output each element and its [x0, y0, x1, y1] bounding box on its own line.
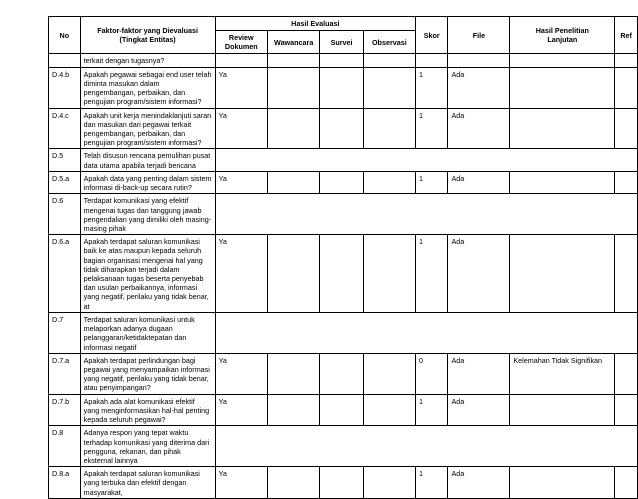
cell-survei	[320, 171, 363, 193]
cell-skor: 1	[416, 171, 448, 193]
table-row	[49, 149, 638, 171]
cell-wawancara	[267, 108, 320, 149]
cell-survei	[320, 108, 363, 149]
cell-faktor: Apakah pegawai sebagai end user telah diminta masukan dalam pengembangan, perbaikan, dan pengujian program/sistem informasi?	[80, 67, 215, 108]
header-survei: Survei	[320, 31, 363, 54]
cell-skor: 0	[416, 353, 448, 394]
table-row	[49, 194, 638, 235]
cell-hasil	[510, 235, 615, 313]
cell-ref	[615, 54, 638, 67]
header-review	[215, 31, 267, 54]
cell-no: D.7.b	[49, 394, 81, 426]
cell-faktor: Adanya respon yang tepat waktu terhadap komunikasi yang diterima dari pengguna, rekanan, dan pihak eksternal lainnya	[80, 426, 215, 467]
cell-review: Ya	[215, 235, 267, 313]
header-skor: Skor	[416, 17, 448, 54]
cell-faktor: terkait dengan tugasnya?	[80, 54, 215, 67]
cell-faktor: Apakah data yang penting dalam sistem informasi di-back-up secara rutin?	[80, 171, 215, 193]
cell-ref	[615, 108, 638, 149]
table-row	[49, 312, 638, 353]
cell-file	[448, 54, 510, 67]
header-review-line1: Review	[228, 33, 254, 42]
cell-file: Ada	[448, 108, 510, 149]
cell-hasil	[510, 108, 615, 149]
cell-hasil	[510, 394, 615, 426]
cell-observasi	[363, 235, 415, 313]
cell-faktor: Apakah terdapat saluran komunikasi yang terbuka dan efektif dengan masyarakat,	[80, 467, 215, 499]
cell-no: D.6.a	[49, 235, 81, 313]
table-row	[49, 54, 638, 67]
cell-wawancara	[267, 54, 320, 67]
header-faktor	[80, 17, 215, 54]
cell-file: Ada	[448, 171, 510, 193]
cell-ref	[615, 353, 638, 394]
cell-skor	[416, 54, 448, 67]
cell-no: D.4.c	[49, 108, 81, 149]
cell-review: Ya	[215, 171, 267, 193]
cell-faktor: Apakah ada alat komunikasi efektif yang menginformasikan hal-hal penting kepada seluruh pegawai?	[80, 394, 215, 426]
cell-file: Ada	[448, 394, 510, 426]
cell-faktor: Apakah terdapat saluran komunikasi baik ke atas maupun kepada seluruh bagian organisasi mengenai hal yang tidak diharapkan terjadi dalam pelaksanaan tugas beserta penyebab dan usulan perbaikannya, informasi yang negatif, perilaku yang tidak benar, at	[80, 235, 215, 313]
cell-review: Ya	[215, 394, 267, 426]
cell-no: D.8	[49, 426, 81, 467]
cell-observasi	[363, 54, 415, 67]
header-observasi: Observasi	[363, 31, 415, 54]
header-no: No	[49, 17, 81, 54]
cell-skor: 1	[416, 235, 448, 313]
cell-no: D.8.a	[49, 467, 81, 499]
cell-observasi	[363, 67, 415, 108]
cell-hasil	[510, 54, 615, 67]
cell-review: Ya	[215, 353, 267, 394]
header-hasil-line2: Lanjutan	[547, 35, 578, 45]
cell-no: D.4.b	[49, 67, 81, 108]
cell-survei	[320, 67, 363, 108]
cell-survei	[320, 467, 363, 499]
table-row	[49, 171, 638, 193]
cell-skor: 1	[416, 67, 448, 108]
header-hasil-evaluasi: Hasil Evaluasi	[215, 17, 415, 31]
cell-file: Ada	[448, 467, 510, 499]
cell-skor: 1	[416, 394, 448, 426]
table-row	[49, 67, 638, 108]
cell-hasil: Kelemahan Tidak Signifikan	[510, 353, 615, 394]
cell-review: Ya	[215, 108, 267, 149]
cell-wawancara	[267, 67, 320, 108]
cell-file: Ada	[448, 67, 510, 108]
cell-review	[215, 54, 267, 67]
cell-review: Ya	[215, 467, 267, 499]
cell-ref	[615, 235, 638, 313]
cell-observasi	[363, 394, 415, 426]
cell-survei	[320, 394, 363, 426]
header-file: File	[448, 17, 510, 54]
cell-no: D.5	[49, 149, 81, 171]
table-row	[49, 353, 638, 394]
cell-section-span	[215, 312, 637, 353]
table-row	[49, 235, 638, 313]
cell-observasi	[363, 171, 415, 193]
cell-ref	[615, 467, 638, 499]
cell-wawancara	[267, 171, 320, 193]
cell-wawancara	[267, 353, 320, 394]
cell-no: D.6	[49, 194, 81, 235]
cell-no: D.7	[49, 312, 81, 353]
cell-section-span	[215, 194, 637, 235]
cell-wawancara	[267, 467, 320, 499]
cell-wawancara	[267, 394, 320, 426]
table-row	[49, 108, 638, 149]
header-faktor-line2: (Tingkat Entitas)	[119, 35, 176, 45]
cell-ref	[615, 394, 638, 426]
cell-ref	[615, 171, 638, 193]
cell-hasil	[510, 467, 615, 499]
cell-hasil	[510, 171, 615, 193]
evaluation-table	[48, 16, 638, 499]
cell-skor: 1	[416, 108, 448, 149]
cell-survei	[320, 353, 363, 394]
cell-hasil	[510, 67, 615, 108]
cell-skor: 1	[416, 467, 448, 499]
cell-file: Ada	[448, 235, 510, 313]
table-row	[49, 467, 638, 499]
cell-observasi	[363, 467, 415, 499]
header-faktor-line1: Faktor-faktor yang Dievaluasi	[97, 26, 198, 35]
cell-faktor: Telah disusun rencana pemulihan pusat data utama apabila terjadi bencana	[80, 149, 215, 171]
cell-no: D.7.a	[49, 353, 81, 394]
cell-faktor: Apakah terdapat perlindungan bagi pegawai yang menyampaikan informasi yang negatif, perilaku yang tidak benar, atau penyimpangan?	[80, 353, 215, 394]
cell-section-span	[215, 426, 637, 467]
cell-survei	[320, 235, 363, 313]
header-hasil-line1: Hasil Penelitian	[535, 26, 589, 35]
header-hasil-penelitian	[510, 17, 615, 54]
cell-faktor: Apakah unit kerja menindaklanjuti saran dan masukan dari pegawai terkait pengembangan, perbaikan, dan pengujian program/sistem informasi?	[80, 108, 215, 149]
cell-observasi	[363, 108, 415, 149]
table-row	[49, 426, 638, 467]
cell-observasi	[363, 353, 415, 394]
cell-review: Ya	[215, 67, 267, 108]
table-row	[49, 394, 638, 426]
cell-faktor: Terdapat saluran komunikasi untuk melaporkan adanya dugaan pelanggaran/ketidaktepatan dan informasi negatif	[80, 312, 215, 353]
cell-survei	[320, 54, 363, 67]
cell-no	[49, 54, 81, 67]
cell-file: Ada	[448, 353, 510, 394]
header-review-line2: Dokumen	[224, 42, 258, 52]
cell-ref	[615, 67, 638, 108]
cell-no: D.5.a	[49, 171, 81, 193]
cell-section-span	[215, 149, 637, 171]
header-wawancara: Wawancara	[267, 31, 320, 54]
cell-wawancara	[267, 235, 320, 313]
header-ref: Ref	[615, 17, 638, 54]
cell-faktor: Terdapat komunikasi yang efektif mengenai tugas dan tanggung jawab pengendalian yang dimiliki oleh masing-masing pihak	[80, 194, 215, 235]
